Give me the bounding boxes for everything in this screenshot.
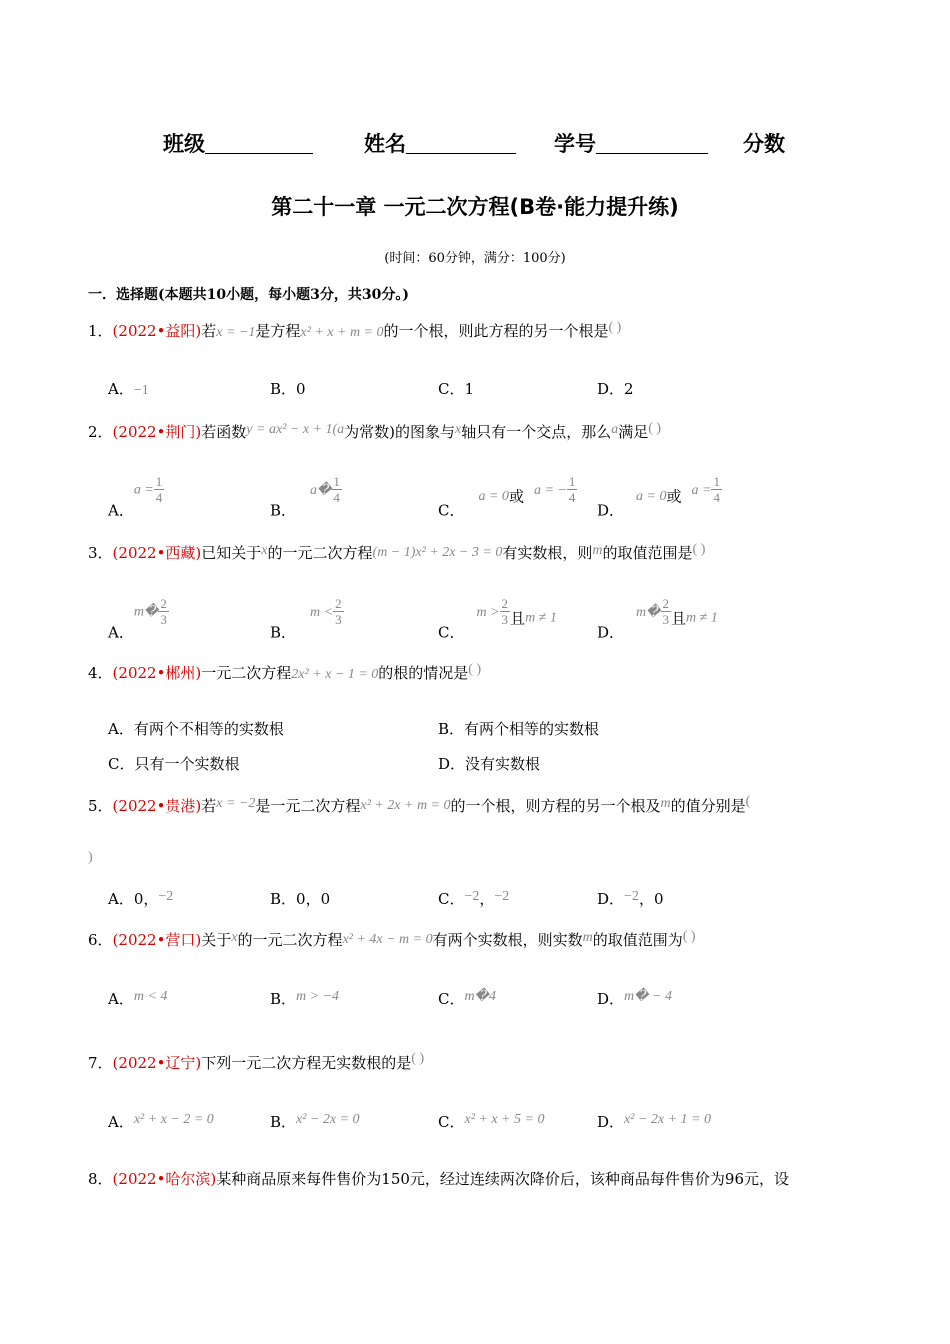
math-expr: m [582, 930, 593, 945]
option-d[interactable] [597, 1111, 711, 1132]
number-blank[interactable] [596, 133, 708, 154]
math-expr: a = [133, 482, 154, 498]
answer-paren[interactable]: ( ) [468, 662, 482, 677]
option-letter: B． [270, 623, 297, 642]
math-expr: x [231, 930, 238, 945]
number-label: 学号 [554, 132, 596, 156]
question-text: 的一元二次方程 [237, 931, 343, 949]
math-expr: a = 0 [636, 488, 667, 504]
math-expr: m� [133, 604, 159, 620]
option-text: 且 [671, 609, 687, 628]
name-label: 姓名 [364, 132, 406, 156]
question-text: 关于 [201, 931, 232, 949]
question-6 [88, 929, 696, 950]
question-source: (2022•辽宁) [112, 1054, 202, 1072]
option-c[interactable]: C．只有一个实数根 [108, 755, 240, 773]
math-expr: x² + x + 5 = 0 [464, 1112, 545, 1127]
question-text: 的值分别是 [670, 797, 746, 815]
fraction [711, 474, 722, 505]
question-source: (2022•西藏) [112, 544, 202, 562]
option-text: ，0 [638, 890, 664, 908]
fraction-num: 1 [568, 474, 576, 489]
math-expr: m� [636, 604, 661, 620]
math-expr: m < [310, 604, 334, 620]
option-a[interactable] [108, 596, 169, 643]
fraction-num: 1 [713, 474, 720, 489]
fraction [661, 596, 672, 627]
fraction-num: 2 [160, 596, 167, 611]
question-number: 6． [88, 931, 113, 949]
option-text: 或 [666, 487, 682, 506]
class-blank[interactable] [205, 133, 313, 154]
option-d[interactable] [597, 888, 663, 909]
fraction [500, 596, 511, 627]
question-text: 下列一元二次方程无实数根的是 [201, 1054, 412, 1072]
fraction-den: 3 [335, 612, 342, 627]
fraction-num: 2 [662, 596, 669, 611]
math-expr: m < 4 [133, 989, 168, 1004]
option-value: −2 [464, 889, 480, 904]
class-field [163, 128, 313, 158]
math-expr: x = −2 [216, 796, 256, 811]
option-d[interactable] [597, 596, 718, 643]
math-expr: x² + x + m = 0 [300, 325, 384, 340]
fraction-den: 3 [662, 612, 669, 627]
option-b[interactable]: B．0，0 [270, 890, 331, 908]
option-letter: A．0， [108, 890, 159, 908]
question-8 [88, 1168, 789, 1189]
question-text: 有实数根，则 [502, 544, 593, 562]
question-text: 一元二次方程 [201, 664, 292, 682]
math-expr: y = ax² − x + 1(a [246, 422, 345, 437]
math-expr: x² + 2x + m = 0 [360, 798, 451, 813]
name-blank[interactable] [406, 133, 516, 154]
math-expr: x [455, 422, 462, 437]
fraction-den: 4 [568, 490, 576, 505]
section-heading: 一．选择题(本题共10小题，每小题3分，共30分。) [88, 287, 409, 303]
question-text: 有两个实数根，则实数 [432, 931, 583, 949]
math-expr: m ≠ 1 [525, 610, 557, 626]
option-text: ， [479, 890, 495, 908]
question-text: 若 [201, 797, 217, 815]
math-expr: x [261, 543, 268, 558]
option-d[interactable]: D．2 [597, 380, 634, 398]
class-label: 班级 [163, 132, 205, 156]
math-expr: 2x² + x − 1 = 0 [291, 667, 379, 682]
option-letter: D． [597, 890, 625, 908]
math-expr: m�4 [464, 989, 496, 1004]
option-c[interactable] [438, 596, 557, 643]
answer-paren[interactable]: ( ) [608, 320, 622, 335]
option-a[interactable] [108, 888, 173, 909]
option-a[interactable] [108, 474, 164, 521]
math-expr: a = [691, 482, 712, 498]
option-a[interactable] [108, 1111, 214, 1132]
option-c[interactable] [438, 1111, 544, 1132]
question-text: 为常数)的图象与 [344, 423, 455, 441]
question-text: 的一个根，则此方程的另一个根是 [383, 322, 609, 340]
fraction [331, 474, 342, 505]
answer-paren[interactable]: ( ) [692, 542, 706, 557]
number-field [554, 128, 708, 158]
question-number: 2． [88, 423, 113, 441]
math-expr: m ≠ 1 [686, 610, 718, 626]
option-letter: D． [597, 501, 625, 520]
fraction [154, 474, 165, 505]
math-expr: m� − 4 [624, 989, 672, 1004]
option-c[interactable] [438, 888, 509, 909]
math-expr: a� [310, 482, 332, 498]
question-text: 轴只有一个交点，那么 [461, 423, 612, 441]
question-source: (2022•郴州) [112, 664, 202, 682]
option-b[interactable] [270, 474, 342, 521]
math-expr: a [611, 422, 619, 437]
answer-paren[interactable]: ( [745, 794, 751, 809]
option-a[interactable]: A．有两个不相等的实数根 [108, 720, 284, 738]
question-text: 的一元二次方程 [267, 544, 373, 562]
question-text: 满足 [618, 423, 649, 441]
question-text: 是一元二次方程 [255, 797, 361, 815]
math-expr: x² − 2x = 0 [296, 1112, 360, 1127]
option-letter: C． [438, 1113, 465, 1131]
option-b[interactable] [270, 596, 344, 643]
fraction-num: 1 [155, 474, 163, 489]
question-2 [88, 421, 661, 442]
page-subtitle: (时间：60分钟，满分：100分) [384, 251, 566, 266]
option-c[interactable]: C．1 [438, 380, 475, 398]
fraction-num: 2 [335, 596, 342, 611]
math-expr: a = − [533, 482, 567, 498]
option-d[interactable] [597, 988, 672, 1009]
option-letter: D． [597, 1113, 625, 1131]
answer-paren[interactable]: ) [88, 850, 93, 865]
option-a[interactable] [108, 378, 149, 399]
option-b[interactable]: B．有两个相等的实数根 [438, 720, 600, 738]
option-letter: C． [438, 990, 465, 1008]
question-source: (2022•益阳) [112, 322, 202, 340]
option-letter: A． [108, 1113, 134, 1131]
fraction-num: 1 [333, 474, 340, 489]
question-text: 已知关于 [201, 544, 262, 562]
question-text: 若函数 [201, 423, 247, 441]
score-label: 分数 [743, 132, 785, 156]
fraction-den: 4 [155, 490, 163, 505]
option-value: −2 [158, 889, 174, 904]
option-value: −1 [133, 383, 149, 398]
question-7 [88, 1051, 424, 1073]
option-c[interactable] [438, 988, 496, 1009]
option-letter: D． [597, 990, 625, 1008]
question-5 [88, 794, 750, 816]
math-expr: m > −4 [296, 989, 340, 1004]
math-expr: (m − 1)x² + 2x − 3 = 0 [372, 545, 503, 560]
option-d[interactable]: D．没有实数根 [438, 755, 541, 773]
math-expr: m [592, 543, 603, 558]
option-letter: B． [270, 501, 297, 520]
question-1 [88, 320, 621, 341]
fraction-den: 3 [160, 612, 167, 627]
question-text: 的取值范围为 [592, 931, 683, 949]
option-b[interactable] [270, 1111, 360, 1132]
question-text: 的根的情况是 [378, 664, 469, 682]
question-source: (2022•营口) [112, 931, 202, 949]
option-letter: C． [438, 890, 465, 908]
fraction-den: 4 [713, 490, 720, 505]
option-letter: D． [597, 623, 625, 642]
answer-paren[interactable]: ( ) [648, 421, 662, 436]
page-title: 第二十一章 一元二次方程(B卷·能力提升练) [271, 195, 679, 219]
option-a[interactable] [108, 988, 167, 1009]
question-3 [88, 542, 705, 563]
option-c[interactable] [438, 474, 577, 521]
question-source: (2022•荆门) [112, 423, 202, 441]
option-text: 或 [508, 487, 524, 506]
math-expr: x² + x − 2 = 0 [133, 1112, 214, 1127]
question-number: 7． [88, 1054, 113, 1072]
fraction [333, 596, 344, 627]
question-text: 某种商品原来每件售价为150元，经过连续两次降价后，该种商品每件售价为96元，设 [216, 1170, 790, 1188]
question-source: (2022•贵港) [112, 797, 202, 815]
question-number: 4． [88, 664, 113, 682]
question-text: 若 [201, 322, 217, 340]
math-expr: a = 0 [478, 488, 509, 504]
question-source: (2022•哈尔滨) [112, 1170, 217, 1188]
math-expr: m [660, 796, 671, 811]
math-expr: x² + 4x − m = 0 [342, 932, 433, 947]
question-number: 3． [88, 544, 113, 562]
math-expr: x² − 2x + 1 = 0 [624, 1112, 711, 1127]
option-letter: C． [438, 623, 465, 642]
option-b[interactable]: B．0 [270, 380, 306, 398]
fraction [567, 474, 578, 505]
option-letter: A． [108, 380, 134, 398]
option-letter: A． [108, 623, 134, 642]
fraction-den: 4 [333, 490, 340, 505]
option-letter: C． [438, 501, 465, 520]
question-4 [88, 662, 481, 683]
math-expr: m > [476, 604, 500, 620]
question-number: 5． [88, 797, 113, 815]
fraction-den: 3 [501, 612, 509, 627]
fraction [158, 596, 169, 627]
option-text: 且 [510, 609, 526, 628]
option-d[interactable] [597, 474, 722, 521]
option-b[interactable] [270, 988, 339, 1009]
answer-paren[interactable]: ( ) [682, 929, 696, 944]
option-value: −2 [494, 889, 510, 904]
question-text: 的取值范围是 [602, 544, 693, 562]
option-letter: B． [270, 990, 297, 1008]
question-number: 8． [88, 1170, 113, 1188]
option-value: −2 [624, 889, 639, 904]
math-expr: x = −1 [216, 325, 256, 340]
option-letter: B． [270, 1113, 297, 1131]
answer-paren[interactable]: ( ) [411, 1051, 425, 1066]
option-letter: A． [108, 990, 134, 1008]
option-letter: A． [108, 501, 134, 520]
question-text: 是方程 [255, 322, 301, 340]
question-text: 的一个根，则方程的另一个根及 [450, 797, 661, 815]
fraction-num: 2 [501, 596, 509, 611]
question-number: 1． [88, 322, 113, 340]
name-field [364, 128, 516, 158]
